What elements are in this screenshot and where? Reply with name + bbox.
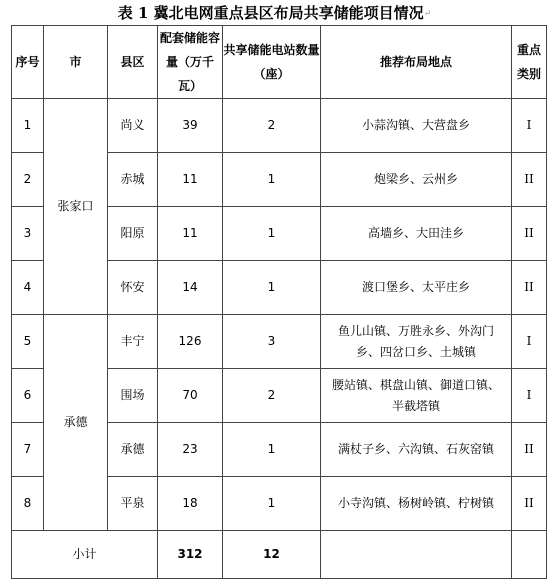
row-county: 平泉 bbox=[108, 477, 158, 531]
row-stations: 1 bbox=[223, 261, 321, 315]
row-seq: 1 bbox=[12, 99, 44, 153]
row-capacity: 23 bbox=[158, 423, 223, 477]
row-capacity: 11 bbox=[158, 207, 223, 261]
row-sites: 小寺沟镇、杨树岭镇、柠树镇 bbox=[321, 477, 512, 531]
row-sites: 腰站镇、棋盘山镇、御道口镇、半截塔镇 bbox=[321, 369, 512, 423]
header-seq: 序号 bbox=[12, 26, 44, 99]
row-sites: 满杖子乡、六沟镇、石灰窑镇 bbox=[321, 423, 512, 477]
row-seq: 2 bbox=[12, 153, 44, 207]
row-category: II bbox=[512, 477, 547, 531]
row-sites: 小蒜沟镇、大营盘乡 bbox=[321, 99, 512, 153]
paragraph-mark-icon: ↵ bbox=[423, 9, 432, 19]
header-stations: 共享储能电站数量（座） bbox=[223, 26, 321, 99]
row-seq: 5 bbox=[12, 315, 44, 369]
storage-projects-table bbox=[11, 25, 547, 579]
row-sites: 渡口堡乡、太平庄乡 bbox=[321, 261, 512, 315]
row-seq: 3 bbox=[12, 207, 44, 261]
row-stations: 1 bbox=[223, 207, 321, 261]
row-stations: 3 bbox=[223, 315, 321, 369]
row-sites: 高墙乡、大田洼乡 bbox=[321, 207, 512, 261]
total-category-empty bbox=[512, 531, 547, 579]
title-text: 表 1 冀北电网重点县区布局共享储能项目情况 bbox=[117, 4, 424, 22]
row-county: 阳原 bbox=[108, 207, 158, 261]
city-cell-zhangjiakou: 张家口 bbox=[44, 99, 108, 315]
total-sites-empty bbox=[321, 531, 512, 579]
row-county: 怀安 bbox=[108, 261, 158, 315]
row-category: II bbox=[512, 207, 547, 261]
header-row bbox=[12, 26, 547, 99]
row-category: I bbox=[512, 369, 547, 423]
row-seq: 6 bbox=[12, 369, 44, 423]
row-county: 赤城 bbox=[108, 153, 158, 207]
header-sites: 推荐布局地点 bbox=[321, 26, 512, 99]
row-category: II bbox=[512, 423, 547, 477]
row-capacity: 11 bbox=[158, 153, 223, 207]
row-capacity: 70 bbox=[158, 369, 223, 423]
row-seq: 4 bbox=[12, 261, 44, 315]
table-row bbox=[12, 99, 547, 153]
row-county: 围场 bbox=[108, 369, 158, 423]
row-capacity: 14 bbox=[158, 261, 223, 315]
city-cell-chengde: 承德 bbox=[44, 315, 108, 531]
total-row bbox=[12, 531, 547, 579]
total-stations: 12 bbox=[223, 531, 321, 579]
row-sites: 炮梁乡、云州乡 bbox=[321, 153, 512, 207]
table-row bbox=[12, 315, 547, 369]
total-label: 小计 bbox=[12, 531, 158, 579]
header-category: 重点类别 bbox=[512, 26, 547, 99]
table-title bbox=[0, 0, 549, 26]
row-category: I bbox=[512, 315, 547, 369]
header-capacity: 配套储能容量（万千瓦） bbox=[158, 26, 223, 99]
row-stations: 1 bbox=[223, 153, 321, 207]
row-capacity: 126 bbox=[158, 315, 223, 369]
row-stations: 1 bbox=[223, 477, 321, 531]
header-county: 县区 bbox=[108, 26, 158, 99]
row-county: 丰宁 bbox=[108, 315, 158, 369]
row-county: 承德 bbox=[108, 423, 158, 477]
row-stations: 1 bbox=[223, 423, 321, 477]
header-city: 市 bbox=[44, 26, 108, 99]
total-capacity: 312 bbox=[158, 531, 223, 579]
row-capacity: 18 bbox=[158, 477, 223, 531]
row-stations: 2 bbox=[223, 369, 321, 423]
row-category: II bbox=[512, 261, 547, 315]
row-county: 尚义 bbox=[108, 99, 158, 153]
row-category: II bbox=[512, 153, 547, 207]
row-seq: 7 bbox=[12, 423, 44, 477]
row-stations: 2 bbox=[223, 99, 321, 153]
row-category: I bbox=[512, 99, 547, 153]
row-capacity: 39 bbox=[158, 99, 223, 153]
row-seq: 8 bbox=[12, 477, 44, 531]
row-sites: 鱼儿山镇、万胜永乡、外沟门乡、四岔口乡、土城镇 bbox=[321, 315, 512, 369]
